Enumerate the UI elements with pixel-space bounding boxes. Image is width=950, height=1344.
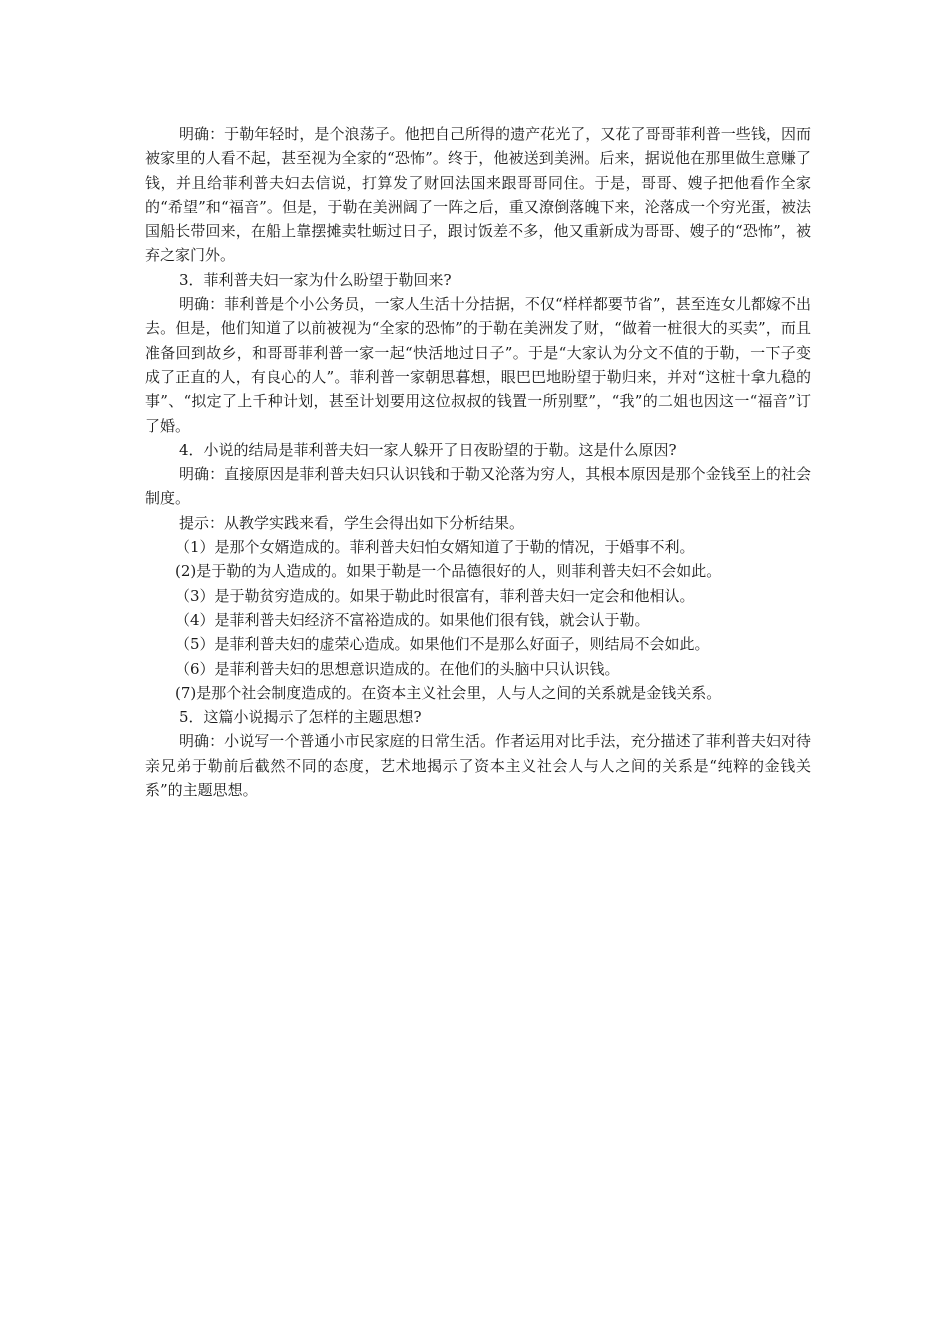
- question-5: 5．这篇小说揭示了怎样的主题思想?: [179, 708, 422, 727]
- answer-paragraph-3: 明确：菲利普是个小公务员，一家人生活十分拮据，不仅“样样都要节省”，甚至连女儿都嫁不出去。但是，他们知道了以前被视为“全家的恐怖”的于勒在美洲发了财，“做着一桩很大的买卖”，而且准备回到故乡，和哥哥菲利普一家一起“快活地过日子”。于是“大家认为分文不值的于勒，一下子变成了正直的人，有良心的人”。菲利普一家朝思暮想，眼巴巴地盼望于勒归来，并对“这桩十拿九稳的事”、“拟定了上千种计划，甚至计划要用这位叔叔的钱置一所别墅”，“我”的二姐也因这一“福音”订了婚。: [145, 295, 811, 435]
- question-4: 4．小说的结局是菲利普夫妇一家人躲开了日夜盼望的于勒。这是什么原因?: [179, 440, 677, 459]
- list-item-1: （1）是那个女婿造成的。菲利普夫妇怕女婿知道了于勒的情况，于婚事不利。: [175, 538, 695, 557]
- list-item-7: (7)是那个社会制度造成的。在资本主义社会里，人与人之间的关系就是金钱关系。: [175, 683, 722, 702]
- list-item-2: (2)是于勒的为人造成的。如果于勒是一个品德很好的人，则菲利普夫妇不会如此。: [175, 562, 722, 581]
- list-item-3: （3）是于勒贫穷造成的。如果于勒此时很富有，菲利普夫妇一定会和他相认。: [175, 586, 695, 605]
- list-item-5: （5）是菲利普夫妇的虚荣心造成。如果他们不是那么好面子，则结局不会如此。: [175, 635, 710, 654]
- question-3: 3．菲利普夫妇一家为什么盼望于勒回来?: [179, 270, 452, 289]
- answer-paragraph-4: 明确：直接原因是菲利普夫妇只认识钱和于勒又沦落为穷人，其根本原因是那个金钱至上的社会制度。: [145, 465, 811, 508]
- list-item-4: （4）是菲利普夫妇经济不富裕造成的。如果他们很有钱，就会认于勒。: [175, 610, 650, 629]
- hint-paragraph: 提示：从教学实践来看，学生会得出如下分析结果。: [179, 513, 525, 532]
- answer-paragraph-5: 明确：小说写一个普通小市民家庭的日常生活。作者运用对比手法，充分描述了菲利普夫妇对待亲兄弟于勒前后截然不同的态度，艺术地揭示了资本主义社会人与人之间的关系是“纯粹的金钱关系”的主题思想。: [145, 732, 811, 800]
- document-page: [145, 122, 811, 802]
- answer-paragraph-2: 明确：于勒年轻时，是个浪荡子。他把自己所得的遗产花光了，又花了哥哥菲利普一些钱，因而被家里的人看不起，甚至视为全家的“恐怖”。终于，他被送到美洲。后来，据说他在那里做生意赚了钱，并且给菲利普夫妇去信说，打算发了财回法国来跟哥哥同住。于是，哥哥、嫂子把他看作全家的“希望”和“福音”。但是，于勒在美洲阔了一阵之后，重又潦倒落魄下来，沦落成一个穷光蛋，被法国船长带回来，在船上靠摆摊卖牡蛎过日子，跟讨饭差不多，他又重新成为哥哥、嫂子的“恐怖”，被弃之家门外。: [145, 125, 811, 265]
- list-item-6: （6）是菲利普夫妇的思想意识造成的。在他们的头脑中只认识钱。: [175, 659, 620, 678]
